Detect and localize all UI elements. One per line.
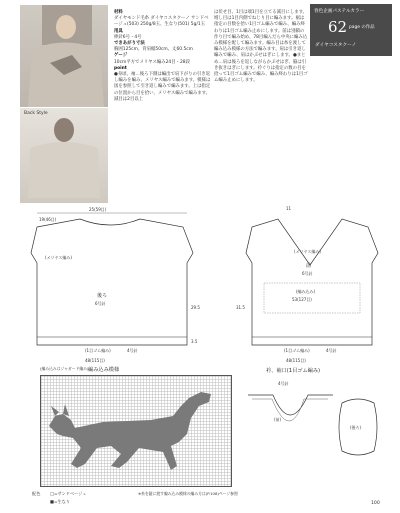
model-photo-front — [20, 5, 108, 107]
legend-white: ■=生なり — [50, 499, 71, 504]
gauge-heading: ゲージ — [114, 53, 128, 59]
model-photo-back — [20, 108, 108, 203]
point-body: ●身頃、袖…後ろ下側は編出で肩下がりの引き返し編みを編み、メリヤス編みで編みます。模様は図を参照して引き返し編みで編みます。上は指定の位置から目を拾い、メリヤス編みで編みます。減目は2目以上 — [114, 72, 211, 102]
materials-column — [114, 10, 212, 103]
back-hem-height: 3.5 — [191, 339, 198, 344]
back-side-dim: 19(46目) — [39, 217, 57, 222]
instructions-column — [214, 10, 308, 84]
back-side-height: 29.5 — [191, 305, 200, 310]
chart-bottom-note: ※糸を縦に渡す編み込み模様の編み方は(P.108)ページ参照 — [138, 491, 238, 496]
cat-motif — [41, 376, 231, 486]
gauge-body: 10cm平方でメリヤス編み24目・28段 — [114, 59, 190, 65]
collar-title: 衿、袖口(1目ゴム編み) — [266, 368, 321, 374]
legend-beige: □=サンドベージュ — [50, 491, 87, 496]
front-shoulder-dim: 11 — [286, 206, 292, 211]
back-hem-needle: 4号針 — [127, 348, 138, 353]
page-header-box — [310, 4, 392, 56]
point-heading: point — [114, 65, 127, 71]
front-title: 前 — [306, 263, 312, 269]
back-title: 後ろ — [97, 293, 108, 299]
tools-heading: 用具 — [114, 28, 123, 34]
back-style-label: Back Style — [24, 111, 48, 116]
page-footer-number: 100 — [371, 501, 380, 506]
legend-symbol-label: 配色 — [32, 491, 41, 496]
page-number: 62 — [328, 18, 348, 36]
yarn-name: ダイヤコスタクーノ — [315, 43, 357, 48]
instructions-body: は伏せ目、1目は端1目を立てる減目にします。増し目は1目内側でねじり目に編みます。裾は指定の目数を拾い1目ゴム編みで編み、編み終わりは1目ゴム編み止めにします。前は別鎖の作り目で編み始め、78目編んだら中央に編み込み模様を配して編みます。編み目は糸を渡して編み込み模様の方法で編みます。肩は引き返し編みで編み、肩はかぶせはぎにします。●まとめ…肩は後ろを返しながらかぶせはぎ、脇は引き抜きはぎにします。衿ぐりは指定の数の目を拾って1目ゴム編みで編み、編み終わりは1目ゴム編み止めにします。 — [214, 10, 308, 84]
size-heading: できあがり寸法 — [114, 41, 145, 47]
front-width-dim: 48(115目) — [286, 358, 306, 363]
tools-body: 棒針6号・4号 — [114, 34, 142, 40]
front-hem: (1目ゴム編み) — [284, 348, 310, 353]
page-number-suffix: page の作品 — [349, 25, 375, 30]
front-body-diagram — [228, 205, 398, 365]
front-pattern: (メリヤス編み) — [294, 249, 321, 254]
chart-title: 編み込み模様 — [88, 367, 120, 373]
back-pattern: (メリヤス編み) — [45, 255, 72, 260]
front-inset: (編み込み) — [296, 289, 316, 294]
series-title: 春色企画パステルカラー — [314, 9, 365, 14]
collar-diagram — [238, 375, 388, 465]
back-hem: (1目ゴム編み) — [85, 348, 111, 353]
front-body-height: 31.5 — [236, 305, 245, 310]
chart-gauge-note: (編み込みはジャガード編み) — [40, 366, 89, 371]
materials-heading: 材料 — [114, 10, 123, 15]
front-hem-needle: 4号針 — [326, 348, 337, 353]
collar-front-label: (前) — [274, 417, 282, 422]
materials-body: ダイヤモンド毛糸 ダイヤコスタクーノ サンドベージュ(503) 250g/8玉、生なり(501) 5g/1玉 — [114, 16, 209, 28]
back-body-diagram — [15, 205, 205, 365]
knitting-chart-grid — [40, 375, 232, 487]
front-needle: 6号針 — [302, 271, 313, 276]
back-width-dim: 48(115目) — [85, 358, 105, 363]
back-needle: 6号針 — [95, 301, 106, 306]
collar-needle: 4号針 — [278, 381, 289, 386]
front-inset-dim: 53(127目) — [292, 297, 312, 302]
back-top-dim: 25(59目) — [89, 207, 107, 212]
collar-back-label: (後ろ) — [350, 425, 362, 430]
size-body: 胸囲125cm、背肩幅50cm、丈60.5cm — [114, 47, 193, 53]
